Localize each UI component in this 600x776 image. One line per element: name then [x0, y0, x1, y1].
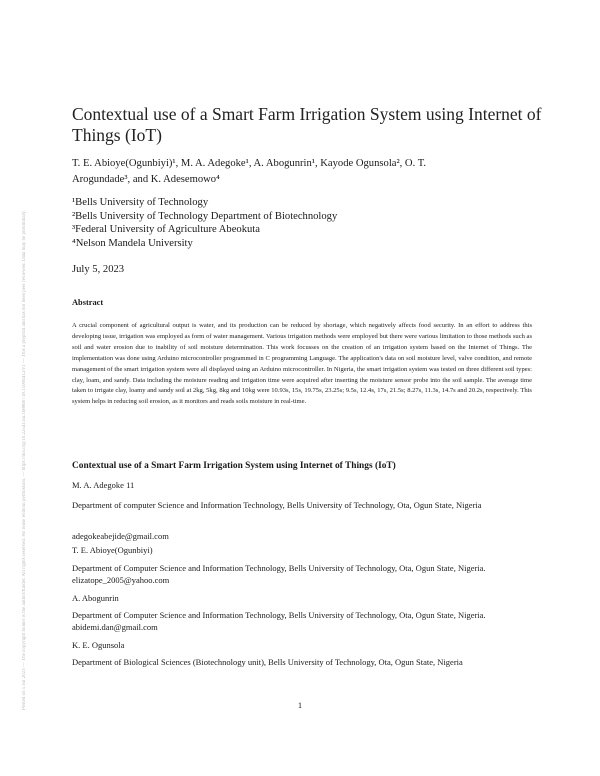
- author-line-1: T. E. Abioye(Ogunbiyi)¹, M. A. Adegoke¹, A. Abogunrin¹, Kayode Ogunsola², O. T.: [72, 158, 427, 169]
- page-number: 1: [297, 700, 303, 710]
- author-4-department: Department of Biological Sciences (Biotechnology unit), Bells University of Technology, Ota, Ogun State, Nigeria: [72, 657, 463, 667]
- affiliation-1: ¹Bells University of Technology: [72, 197, 209, 208]
- affiliations: [72, 196, 542, 250]
- author-3-name: A. Abogunrin: [72, 593, 119, 603]
- author-line-2: Arogundade³, and K. Adesemowo⁴: [72, 174, 220, 185]
- paper-title: Contextual use of a Smart Farm Irrigation System using Internet of Things (IoT): [72, 104, 542, 145]
- abstract-heading: Abstract: [72, 298, 104, 307]
- affiliation-4: ⁴Nelson Mandela University: [72, 237, 193, 249]
- publication-date: July 5, 2023: [72, 264, 125, 275]
- sidebar-notice: Posted on 5 Jul 2023 — The copyright holder is the author/funder. All rights reserved. No reuse without permission. — https://doi.org/10.22541/au.168860718.15906412/v1 — This a preprint and has not been peer reviewed. Data may be preliminary.: [22, 210, 27, 710]
- author-2-name: T. E. Abioye(Ogunbiyi): [72, 545, 153, 555]
- author-3-department: Department of Computer Science and Information Technology, Bells University of Technology, Ota, Ogun State, Nigeria. abidemi.dan@gmail.com: [72, 610, 486, 633]
- abstract-body: A crucial component of agricultural output is water, and its production can be reduced by shortage, which negatively affects food security. In an effort to address this developing issue, irrigation was employed as form of water management. Various irrigation methods were employed but there were various limitation to those methods such as soil and water erosion due to inability of soil moisture determination. This work focusses on the creation of an irrigation system based on the Internet of Things. The implementation was done using Arduino microcontroller programmed in C programming Language. The application's data on soil moisture level, valve condition, and remote management of the smart irrigation system were all displayed using an Arduino microcontroller. In Nigeria, the smart irrigation system was tested on three different soil types: clay, loam, and sandy. Data including the moisture reading and irrigation time were acquired after inserting the moisture sensor probe into the soil sample. The average time taken to irrigate clay, loamy and sandy soil at 2kg, 5kg, 8kg and 10kg were 10.93s, 15s, 19.75s, 23.25s; 9.5s, 12.4s, 17s, 21.5s; 8.27s, 11.3s, 14.7s and 20.2s, respectively. This system helps in reducing soil erosion, as it monitors and reads soils moisture in real-time.: [72, 322, 532, 406]
- affiliation-2: ²Bells University of Technology Department of Biotechnology: [72, 210, 338, 222]
- author-1-name: M. A. Adegoke 11: [72, 480, 135, 490]
- preprint-sidebar: [22, 110, 32, 710]
- author-1-department: Department of computer Science and Information Technology, Bells University of Technology, Ota, Ogun State, Nigeria: [72, 500, 482, 510]
- author-4-name: K. E. Ogunsola: [72, 640, 125, 650]
- affiliation-3: ³Federal University of Agriculture Abeokuta: [72, 224, 260, 236]
- section-heading: Contextual use of a Smart Farm Irrigation System using Internet of Things (IoT): [72, 461, 396, 471]
- author-2-department: Department of Computer Science and Information Technology, Bells University of Technology, Ota, Ogun State, Nigeria. elizatope_2005@yahoo.com: [72, 563, 486, 586]
- author-1-email: adegokeabejide@gmail.com: [72, 531, 169, 541]
- author-list: [72, 156, 542, 188]
